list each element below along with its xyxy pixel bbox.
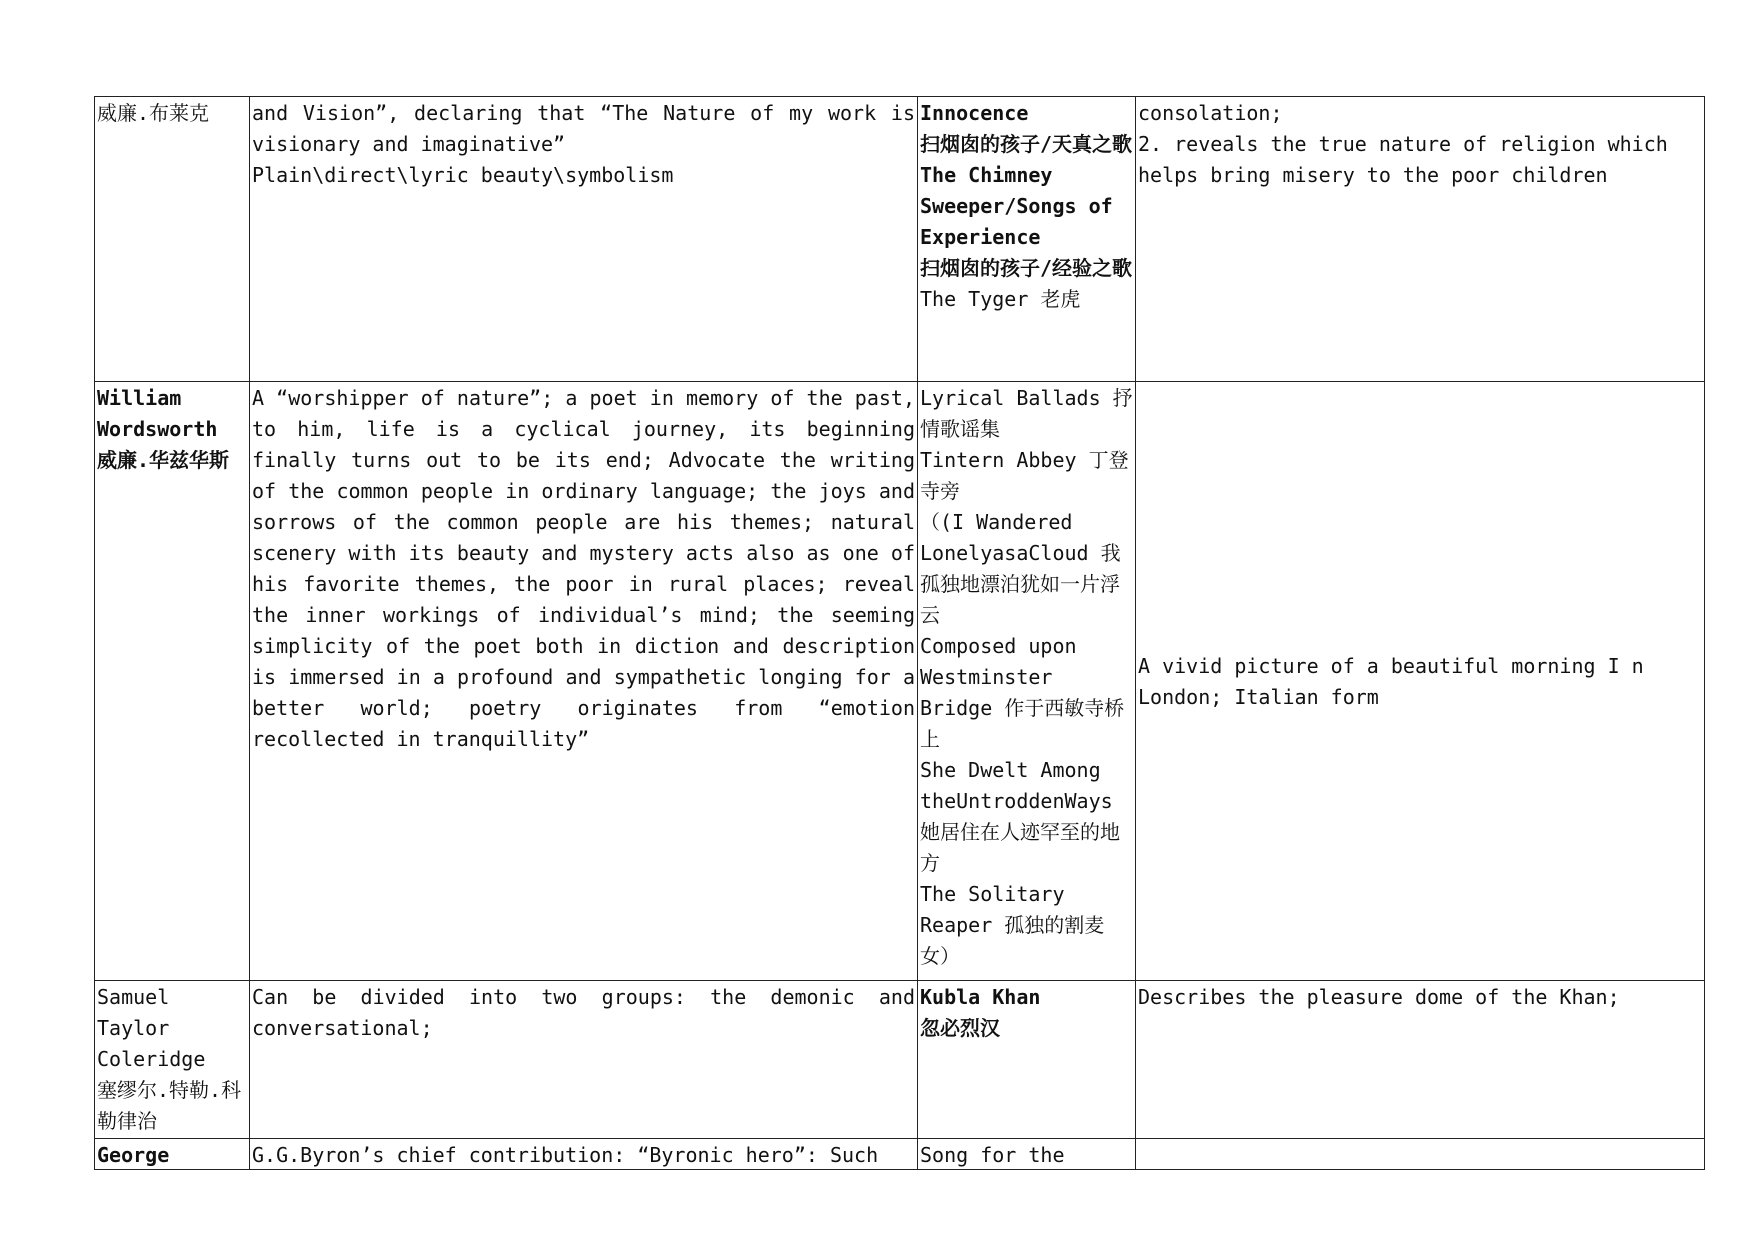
work-title: The Chimney Sweeper/Songs of Experience: [920, 163, 1125, 249]
author-cell: [95, 981, 250, 1139]
features-cell: [250, 382, 918, 981]
note-text: A vivid picture of a beautiful morning I n London; Italian form: [1138, 653, 1656, 709]
features-text: Can be divided into two groups: the demonic and conversational;: [252, 985, 915, 1040]
work-title: 扫烟囱的孩子/经验之歌: [920, 256, 1133, 280]
table-row: [95, 981, 1705, 1139]
work-title: Song for the: [920, 1143, 1065, 1167]
note-text: 2. reveals the true nature of religion which helps bring misery to the poor children: [1138, 132, 1680, 187]
work-title: 忽必烈汉: [920, 1016, 1000, 1040]
author-name: Coleridge: [97, 1047, 206, 1071]
author-name: George: [97, 1143, 170, 1167]
features-text: A “worshipper of nature”; a poet in memory of the past, to him, life is a cyclical journey, its beginning finally turns out to be its end; Advocate the writing of the common people in ordinary language; the joys and sorrows of the common people are his themes; natural scenery with its beauty and mystery acts also as one of his favorite themes, the poor in rural places; reveal the inner workings of individual’s mind; the seeming simplicity of the poet both in diction and description is immersed in a profound and sympathetic longing for a better world; poetry originates from “emotion recollected in tranquillity”: [252, 386, 915, 751]
work-title: 扫烟囱的孩子/天真之歌: [920, 132, 1133, 156]
works-cell: [918, 382, 1136, 981]
note-text: Describes the pleasure dome of the Khan;: [1138, 985, 1620, 1009]
features-cell: [250, 97, 918, 382]
author-cell: [95, 97, 250, 382]
notes-cell: [1136, 382, 1705, 981]
author-cell: [95, 382, 250, 981]
work-title: Lyrical Ballads 抒情歌谣集: [920, 386, 1133, 441]
work-title: Composed upon Westminster Bridge 作于西敏寺桥上: [920, 634, 1125, 751]
features-cell: [250, 981, 918, 1139]
work-title: She Dwelt Among theUntroddenWays 她居住在人迹罕至的地方: [920, 758, 1125, 875]
note-text: consolation;: [1138, 101, 1283, 125]
author-name: Wordsworth: [97, 417, 218, 441]
author-cell: [95, 1139, 250, 1170]
author-name: Taylor: [97, 1016, 170, 1040]
work-title: Kubla Khan: [920, 985, 1041, 1009]
table-row: [95, 97, 1705, 382]
work-title: The Solitary Reaper 孤独的割麦女）: [920, 882, 1105, 968]
features-text: G.G.Byron’s chief contribution: “Byronic hero”: Such: [252, 1143, 879, 1167]
work-title: The Tyger 老虎: [920, 287, 1081, 311]
table-row: [95, 382, 1705, 981]
works-cell: [918, 97, 1136, 382]
author-name: William: [97, 386, 182, 410]
works-cell: [918, 1139, 1136, 1170]
features-extra-text: Plain\direct\lyric beauty\symbolism: [252, 163, 674, 187]
author-name-chinese: 威廉.华兹华斯: [97, 448, 230, 472]
notes-cell: [1136, 1139, 1705, 1170]
work-title: （(I Wandered LonelyasaCloud 我孤独地漂泊犹如一片浮云: [920, 510, 1121, 627]
features-text: and Vision”, declaring that “The Nature of my work is visionary and imaginative”: [252, 101, 915, 156]
author-name: Samuel: [97, 985, 170, 1009]
work-title: Tintern Abbey 丁登寺旁: [920, 448, 1129, 503]
author-name: 威廉.布莱克: [97, 101, 210, 125]
notes-cell: [1136, 97, 1705, 382]
poets-table: [94, 96, 1705, 1170]
works-cell: [918, 981, 1136, 1139]
features-cell: [250, 1139, 918, 1170]
notes-cell: [1136, 981, 1705, 1139]
table-row: [95, 1139, 1705, 1170]
work-title: Innocence: [920, 101, 1029, 125]
author-name-chinese: 塞缪尔.特勒.科勒律治: [97, 1078, 242, 1133]
